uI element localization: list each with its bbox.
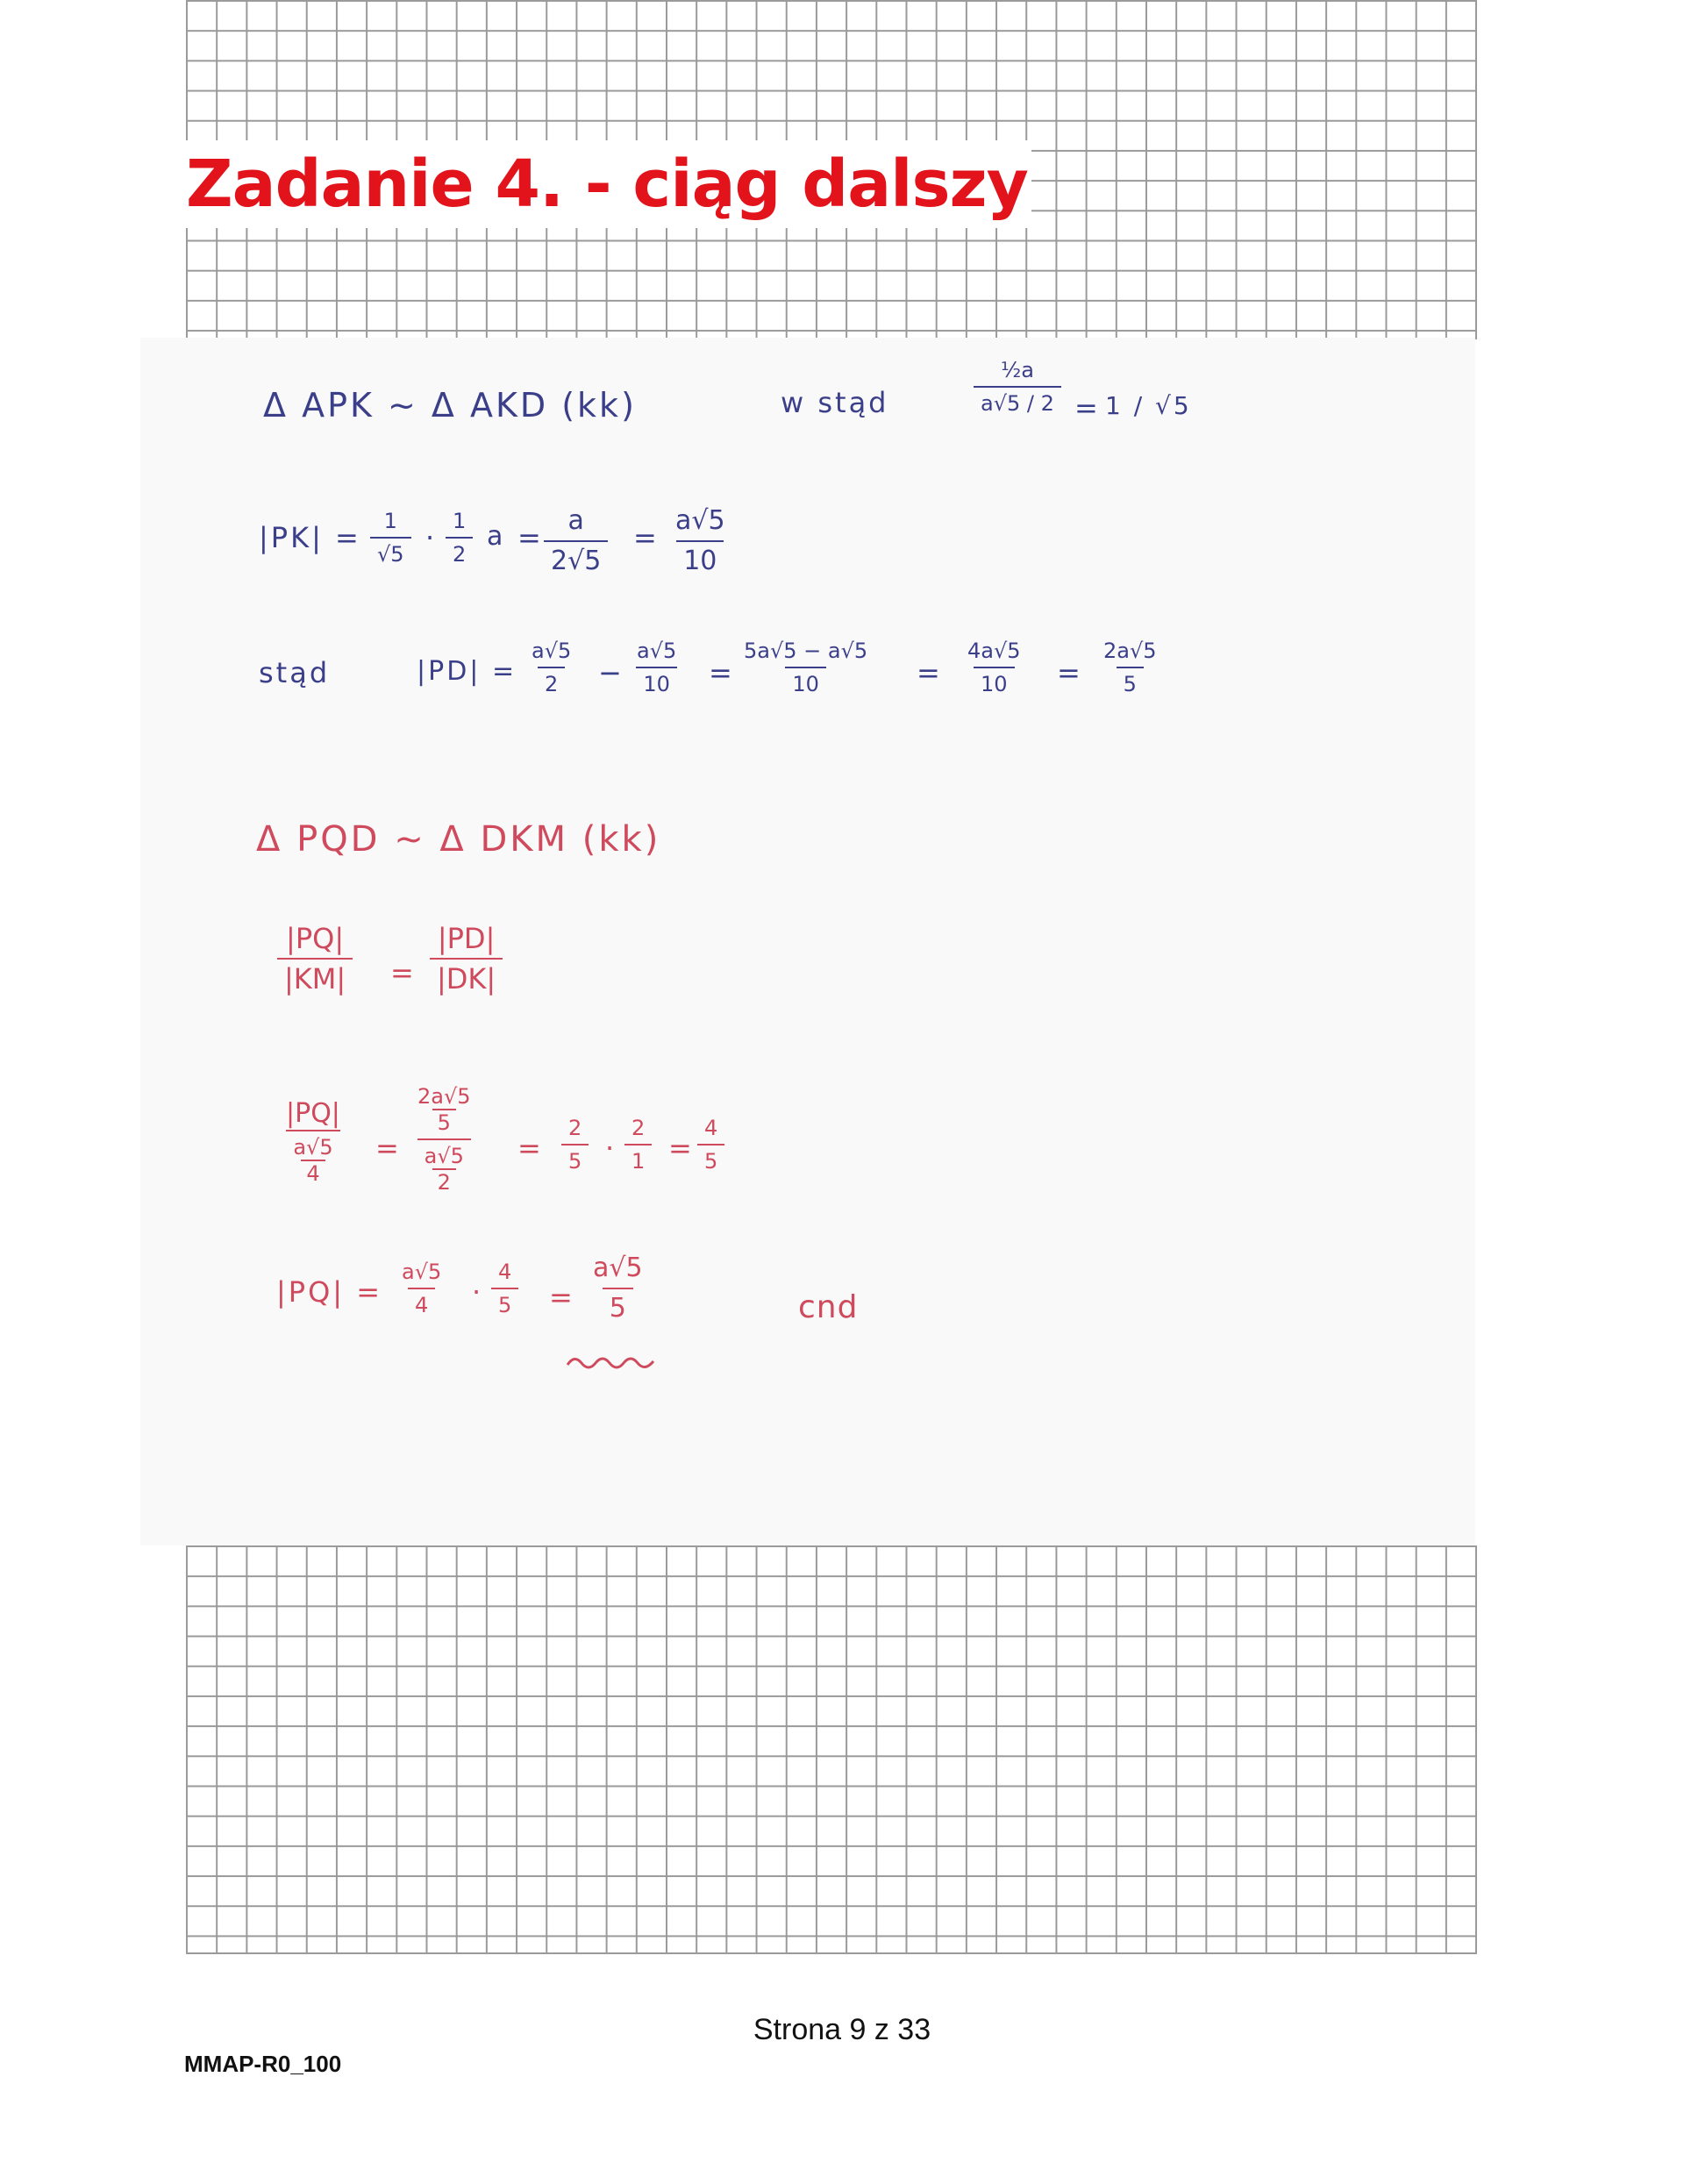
pq-fraction-c: $\frac{4}{5}$ bbox=[697, 1116, 724, 1174]
similarity-pqd-dkm: Δ PQD ~ Δ DKM (kk) bbox=[256, 819, 661, 860]
proportion-fraction-1: $\frac{|PQ|}{|KM|}$ bbox=[277, 923, 353, 995]
pd-fraction-2: $\frac{a√5}{10}$ bbox=[637, 639, 677, 696]
ratio-den: a√5 / 2 bbox=[974, 386, 1061, 416]
pq-fraction-a: $\frac{2}{5}$ bbox=[561, 1116, 589, 1174]
equals-sign: = bbox=[1074, 391, 1098, 425]
pd-fraction-4: $\frac{4a√5}{10}$ bbox=[967, 639, 1021, 696]
pk-fraction-4: $\frac{a√5}{10}$ bbox=[675, 505, 725, 576]
pk-fraction-1: $\frac{1}{√5}$ bbox=[370, 509, 411, 567]
ratio-num: ½a bbox=[1000, 358, 1034, 382]
pq-result-fraction-2: $\frac{4}{5}$ bbox=[491, 1260, 518, 1317]
cnd-label: cnd bbox=[798, 1289, 859, 1325]
pq-result-fraction-1: $\frac{a√5}{4}$ bbox=[402, 1260, 442, 1317]
stad-label: stąd bbox=[259, 656, 331, 689]
pk-fraction-3: $\frac{a}{2√5}$ bbox=[544, 505, 608, 577]
grid-area-bottom bbox=[186, 1545, 1477, 1954]
task-heading: Zadanie 4. - ciąg dalszy bbox=[186, 140, 1031, 228]
page-number: Strona 9 z 33 bbox=[753, 2013, 931, 2046]
pd-lhs: |PD| = bbox=[417, 656, 517, 687]
ratio-result: 1 / √5 bbox=[1105, 391, 1192, 420]
pk-a: a bbox=[487, 521, 506, 552]
pd-fraction-5: $\frac{2a√5}{5}$ bbox=[1103, 639, 1157, 696]
pq-result-lhs: |PQ| = bbox=[276, 1275, 383, 1309]
pq-ratio-rhs: 2a√5 5 a√5 2 bbox=[417, 1084, 471, 1195]
pk-lhs: |PK| = bbox=[259, 521, 361, 554]
underline-squiggle bbox=[566, 1351, 662, 1372]
wstad-label: w stąd bbox=[781, 386, 889, 419]
document-code: MMAP-R0_100 bbox=[184, 2051, 342, 2077]
pq-fraction-b: $\frac{2}{1}$ bbox=[624, 1116, 652, 1174]
pd-fraction-1: $\frac{a√5}{2}$ bbox=[532, 639, 572, 696]
proportion-fraction-2: $\frac{|PD|}{|DK|}$ bbox=[430, 923, 503, 995]
pq-result-final: $\frac{a√5}{5}$ bbox=[593, 1253, 643, 1324]
pd-fraction-3: $\frac{5a√5 - a√5}{10}$ bbox=[744, 639, 868, 696]
pk-fraction-2: $\frac{1}{2}$ bbox=[446, 509, 473, 567]
pq-ratio-lhs: |PQ| a√5 4 bbox=[286, 1098, 340, 1186]
ratio-fraction bbox=[974, 358, 1061, 416]
similarity-apk-akd: Δ APK ~ Δ AKD (kk) bbox=[263, 386, 637, 425]
